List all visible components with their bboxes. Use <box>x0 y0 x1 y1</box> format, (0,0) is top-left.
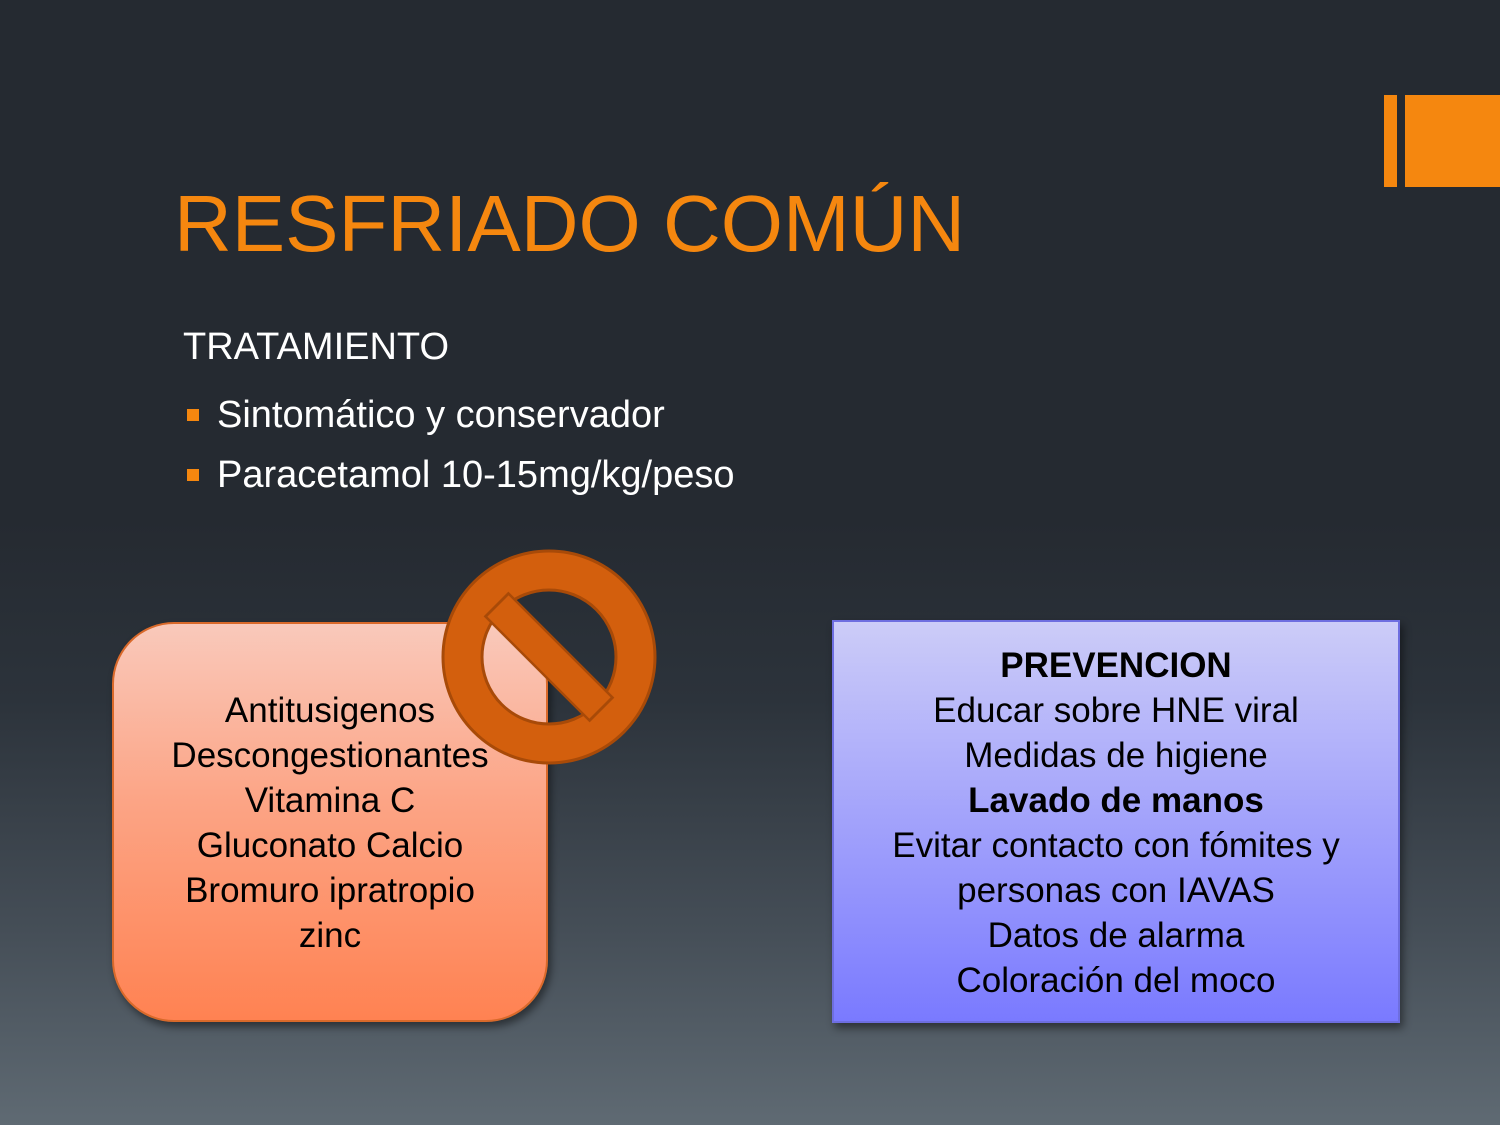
prevention-list <box>832 688 1400 1003</box>
not-recommended-item: Gluconato Calcio <box>196 826 464 865</box>
not-recommended-item: Vitamina C <box>244 781 416 820</box>
treatment-bullet-text: Paracetamol 10-15mg/kg/peso <box>217 453 735 496</box>
treatment-bullet-list <box>183 385 735 505</box>
prevention-item: Coloración del moco <box>956 961 1276 1000</box>
prevention-item: Medidas de higiene <box>964 736 1268 775</box>
not-recommended-item: zinc <box>298 916 362 955</box>
prevention-content <box>832 643 1400 1003</box>
treatment-bullet <box>183 385 735 445</box>
prevention-title: PREVENCION <box>1000 646 1232 685</box>
square-bullet-icon <box>187 409 199 421</box>
not-recommended-item: Antitusigenos <box>224 691 436 730</box>
accent-bar-thin <box>1384 95 1397 187</box>
square-bullet-icon <box>187 469 199 481</box>
accent-bar-wide <box>1405 95 1500 187</box>
slide-title: RESFRIADO COMÚN <box>174 179 966 268</box>
prevention-item: personas con IAVAS <box>957 871 1275 910</box>
prevention-item: Datos de alarma <box>987 916 1245 955</box>
treatment-bullet-text: Sintomático y conservador <box>217 393 665 436</box>
no-entry-icon <box>440 548 658 766</box>
treatment-bullet <box>183 445 735 505</box>
prevention-item: Educar sobre HNE viral <box>933 691 1299 730</box>
not-recommended-item: Descongestionantes <box>171 736 489 775</box>
not-recommended-item: Bromuro ipratropio <box>185 871 475 910</box>
prevention-item-emphasis: Lavado de manos <box>968 781 1264 820</box>
treatment-heading: TRATAMIENTO <box>183 326 449 368</box>
prevention-item: Evitar contacto con fómites y <box>892 826 1340 865</box>
